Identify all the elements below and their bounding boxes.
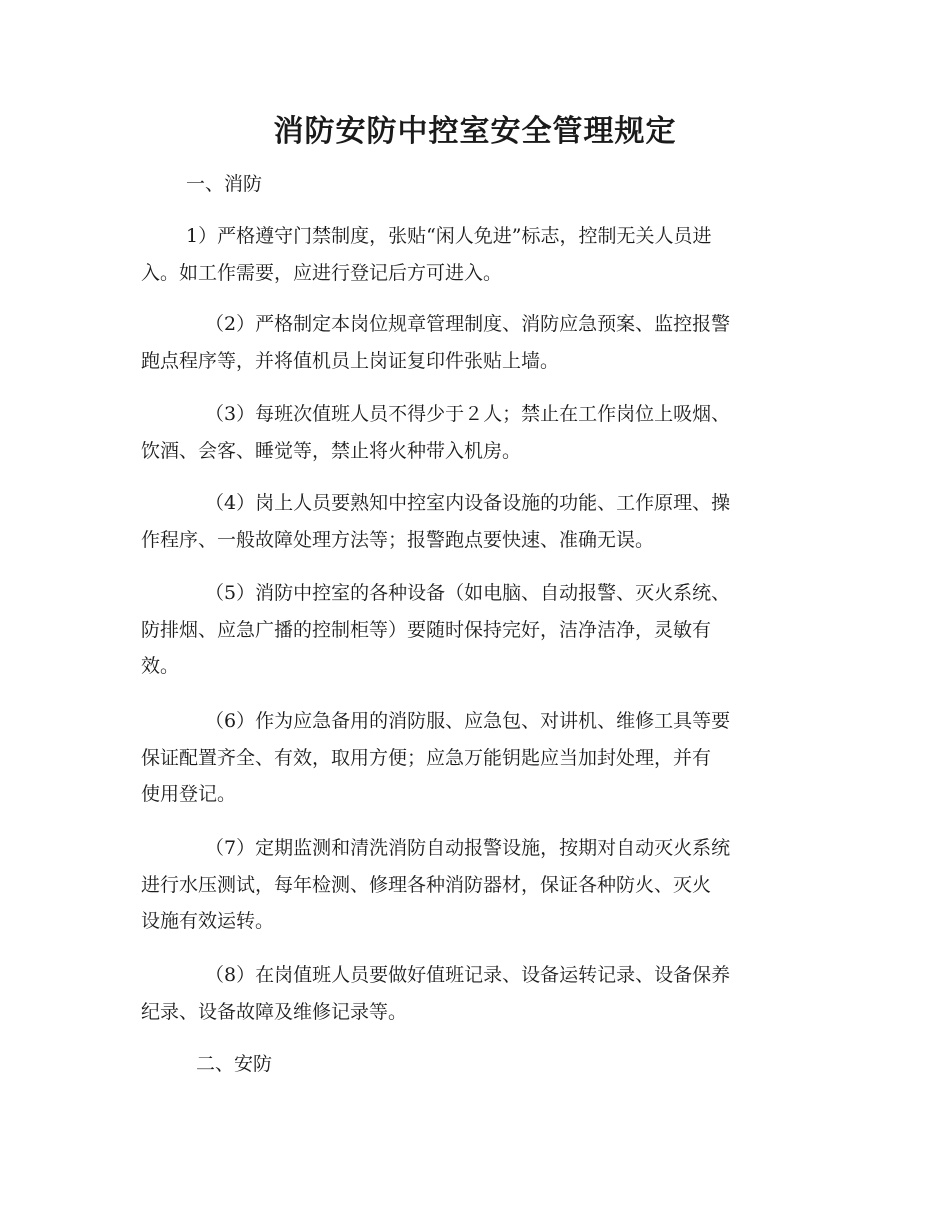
paragraph-8 [141, 957, 806, 1030]
paragraph-line: 作程序、一般故障处理方法等；报警跑点要快速、准确无误。 [141, 528, 655, 551]
paragraph-line: （4）岗上人员要熟知中控室内设备设施的功能、工作原理、操 [205, 492, 731, 514]
paragraph-5 [141, 575, 806, 685]
section-heading-fire: 一、消防 [186, 173, 263, 195]
paragraph-6 [141, 703, 806, 813]
paragraph-line: （7）定期监测和清洗消防自动报警设施，按期对自动灭火系统 [205, 837, 731, 859]
paragraph-line: 效。 [141, 655, 180, 677]
paragraph-line: 入。如工作需要，应进行登记后方可进入。 [141, 261, 503, 284]
paragraph-1 [141, 218, 806, 291]
paragraph-7 [141, 830, 806, 940]
paragraph-line: 设施有效运转。 [141, 910, 275, 932]
paragraph-line: （2）严格制定本岗位规章管理制度、消防应急预案、监控报警 [205, 313, 731, 335]
paragraph-line: （5）消防中控室的各种设备（如电脑、自动报警、灭火系统、 [205, 582, 731, 604]
paragraph-line: 保证配置齐全、有效，取用方便；应急万能钥匙应当加封处理，并有 [141, 746, 712, 769]
document-title: 消防安防中控室安全管理规定 [273, 114, 677, 149]
paragraph-line: 使用登记。 [141, 783, 237, 805]
paragraph-line: （6）作为应急备用的消防服、应急包、对讲机、维修工具等要 [205, 710, 731, 732]
paragraph-line: 纪录、设备故障及维修记录等。 [141, 1000, 408, 1023]
section-heading-security: 二、安防 [196, 1053, 273, 1075]
paragraph-2 [141, 306, 806, 379]
paragraph-line: 进行水压测试，每年检测、修理各种消防器材，保证各种防火、灭火 [141, 873, 712, 896]
paragraph-line: 跑点程序等，并将值机员上岗证复印件张贴上墙。 [141, 349, 560, 372]
paragraph-line: 1）严格遵守门禁制度，张贴“闲人免进”标志，控制无关人员进 [186, 225, 712, 247]
paragraph-4 [141, 485, 806, 558]
paragraph-3 [141, 396, 806, 469]
paragraph-line: 饮酒、会客、睡觉等，禁止将火种带入机房。 [141, 439, 522, 462]
paragraph-line: 防排烟、应急广播的控制柜等）要随时保持完好，洁净洁净，灵敏有 [141, 618, 712, 641]
paragraph-line: （3）每班次值班人员不得少于２人；禁止在工作岗位上吸烟、 [205, 403, 731, 425]
paragraph-line: （8）在岗值班人员要做好值班记录、设备运转记录、设备保养 [205, 964, 731, 986]
